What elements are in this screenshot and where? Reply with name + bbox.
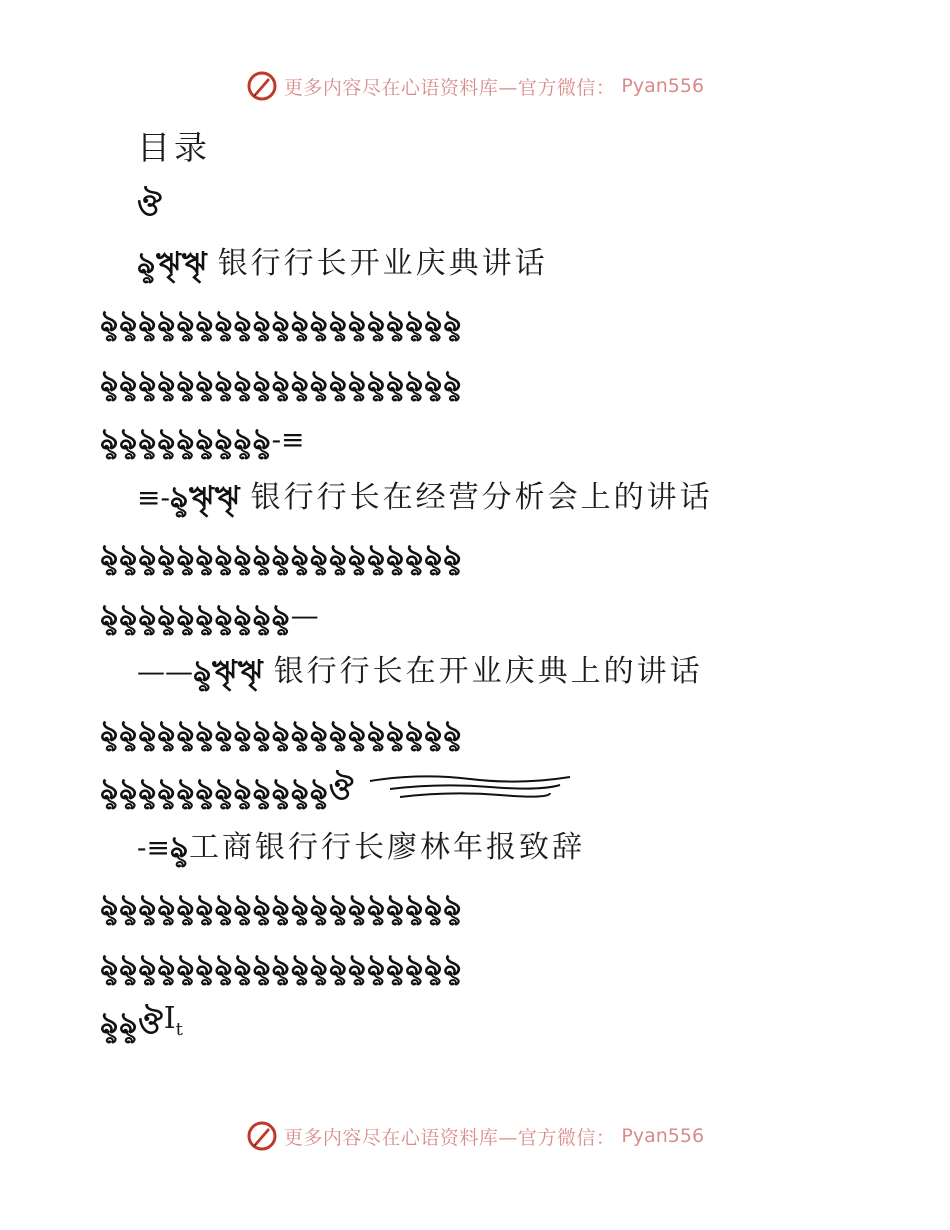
toc-title: 目录 — [137, 128, 211, 167]
fleuron-run: ঔ — [137, 188, 163, 223]
dash-mark: — — [290, 599, 319, 632]
ornament-line — [100, 1004, 860, 1044]
fleuron-run: ৡৡৡৡৡৡৡৡৡৡৡৡৡৡৡৡৡৡৡ — [100, 364, 463, 399]
fleuron-run: ৡৡৡৡৡৡৡৡৡৡৡৡৡৡৡৡৡৡৡ — [100, 948, 463, 983]
banner-wechat-id: Pyan556 — [621, 1125, 705, 1147]
fleuron-run: ৡৡৡৡৡৡৡৡৡৡৡৡ — [100, 772, 329, 807]
ornament-line — [100, 886, 860, 926]
fleuron-mark: ঔ — [328, 772, 355, 807]
header-banner — [0, 70, 950, 102]
fleuron-run: ৡৠৠ — [193, 654, 264, 689]
ornament-line — [100, 712, 860, 752]
ornament-line — [100, 946, 860, 986]
ornament-line — [100, 596, 860, 636]
fleuron-run: ৡৡৡৡৡৡৡৡৡৡৡৡৡৡৡৡৡৡৡ — [100, 538, 463, 573]
quill-logo-icon — [246, 70, 278, 102]
fleuron-run: ৡৡৡৡৡৡৡৡৡৡ — [100, 598, 291, 633]
dash-mark: ≡- — [137, 481, 170, 514]
end-glyph — [164, 1004, 183, 1044]
toc-entry-3[interactable] — [137, 652, 857, 692]
fleuron-run: ৡৡৡৡৡৡৡৡৡৡৡৡৡৡৡৡৡৡৡ — [100, 888, 463, 923]
banner-wechat-id: Pyan556 — [621, 75, 705, 97]
fleuron-run: ৡৠৠ — [137, 246, 208, 281]
fleuron-run: ৡৡৡৡৡৡৡৡৡৡৡৡৡৡৡৡৡৡৡ — [100, 714, 463, 749]
wave-lines-icon — [360, 773, 580, 807]
dash-mark: -≡ — [271, 423, 305, 456]
toc-entry-2[interactable] — [137, 478, 857, 518]
ornament-line — [137, 186, 857, 226]
fleuron-run: ৡৡ — [100, 1006, 139, 1041]
end-glyph-sub: t — [175, 1018, 183, 1040]
toc-entry-4[interactable] — [137, 828, 857, 868]
end-glyph-main: I — [163, 1004, 176, 1036]
toc-entry-title: 工商银行行长廖林年报致辞 — [188, 830, 585, 865]
fleuron-run: ৡ — [169, 830, 189, 865]
ornament-line — [100, 362, 860, 402]
dash-mark: -≡ — [137, 831, 170, 864]
ornament-line — [100, 302, 860, 342]
ornament-line — [100, 420, 860, 460]
ornament-line — [100, 536, 860, 576]
toc-entry-1[interactable] — [137, 244, 857, 284]
fleuron-run: ৡৡৡৡৡৡৡৡৡ — [100, 422, 272, 457]
dash-mark: —— — [137, 655, 193, 688]
toc-entry-title: 银行行长在开业庆典上的讲话 — [273, 654, 703, 689]
toc-entry-title: 银行行长在经营分析会上的讲话 — [250, 480, 713, 515]
toc-entry-title: 银行行长开业庆典讲话 — [217, 246, 548, 281]
ornament-line — [100, 770, 860, 810]
fleuron-mark: ঔ — [138, 1006, 164, 1041]
fleuron-run: ৡৠৠ — [169, 480, 241, 515]
banner-text: 更多内容尽在心语资料库—官方微信： — [283, 1126, 616, 1149]
footer-banner — [0, 1120, 950, 1152]
fleuron-run: ৡৡৡৡৡৡৡৡৡৡৡৡৡৡৡৡৡৡৡ — [100, 304, 463, 339]
banner-text: 更多内容尽在心语资料库—官方微信： — [283, 76, 616, 99]
quill-logo-icon — [246, 1120, 278, 1152]
